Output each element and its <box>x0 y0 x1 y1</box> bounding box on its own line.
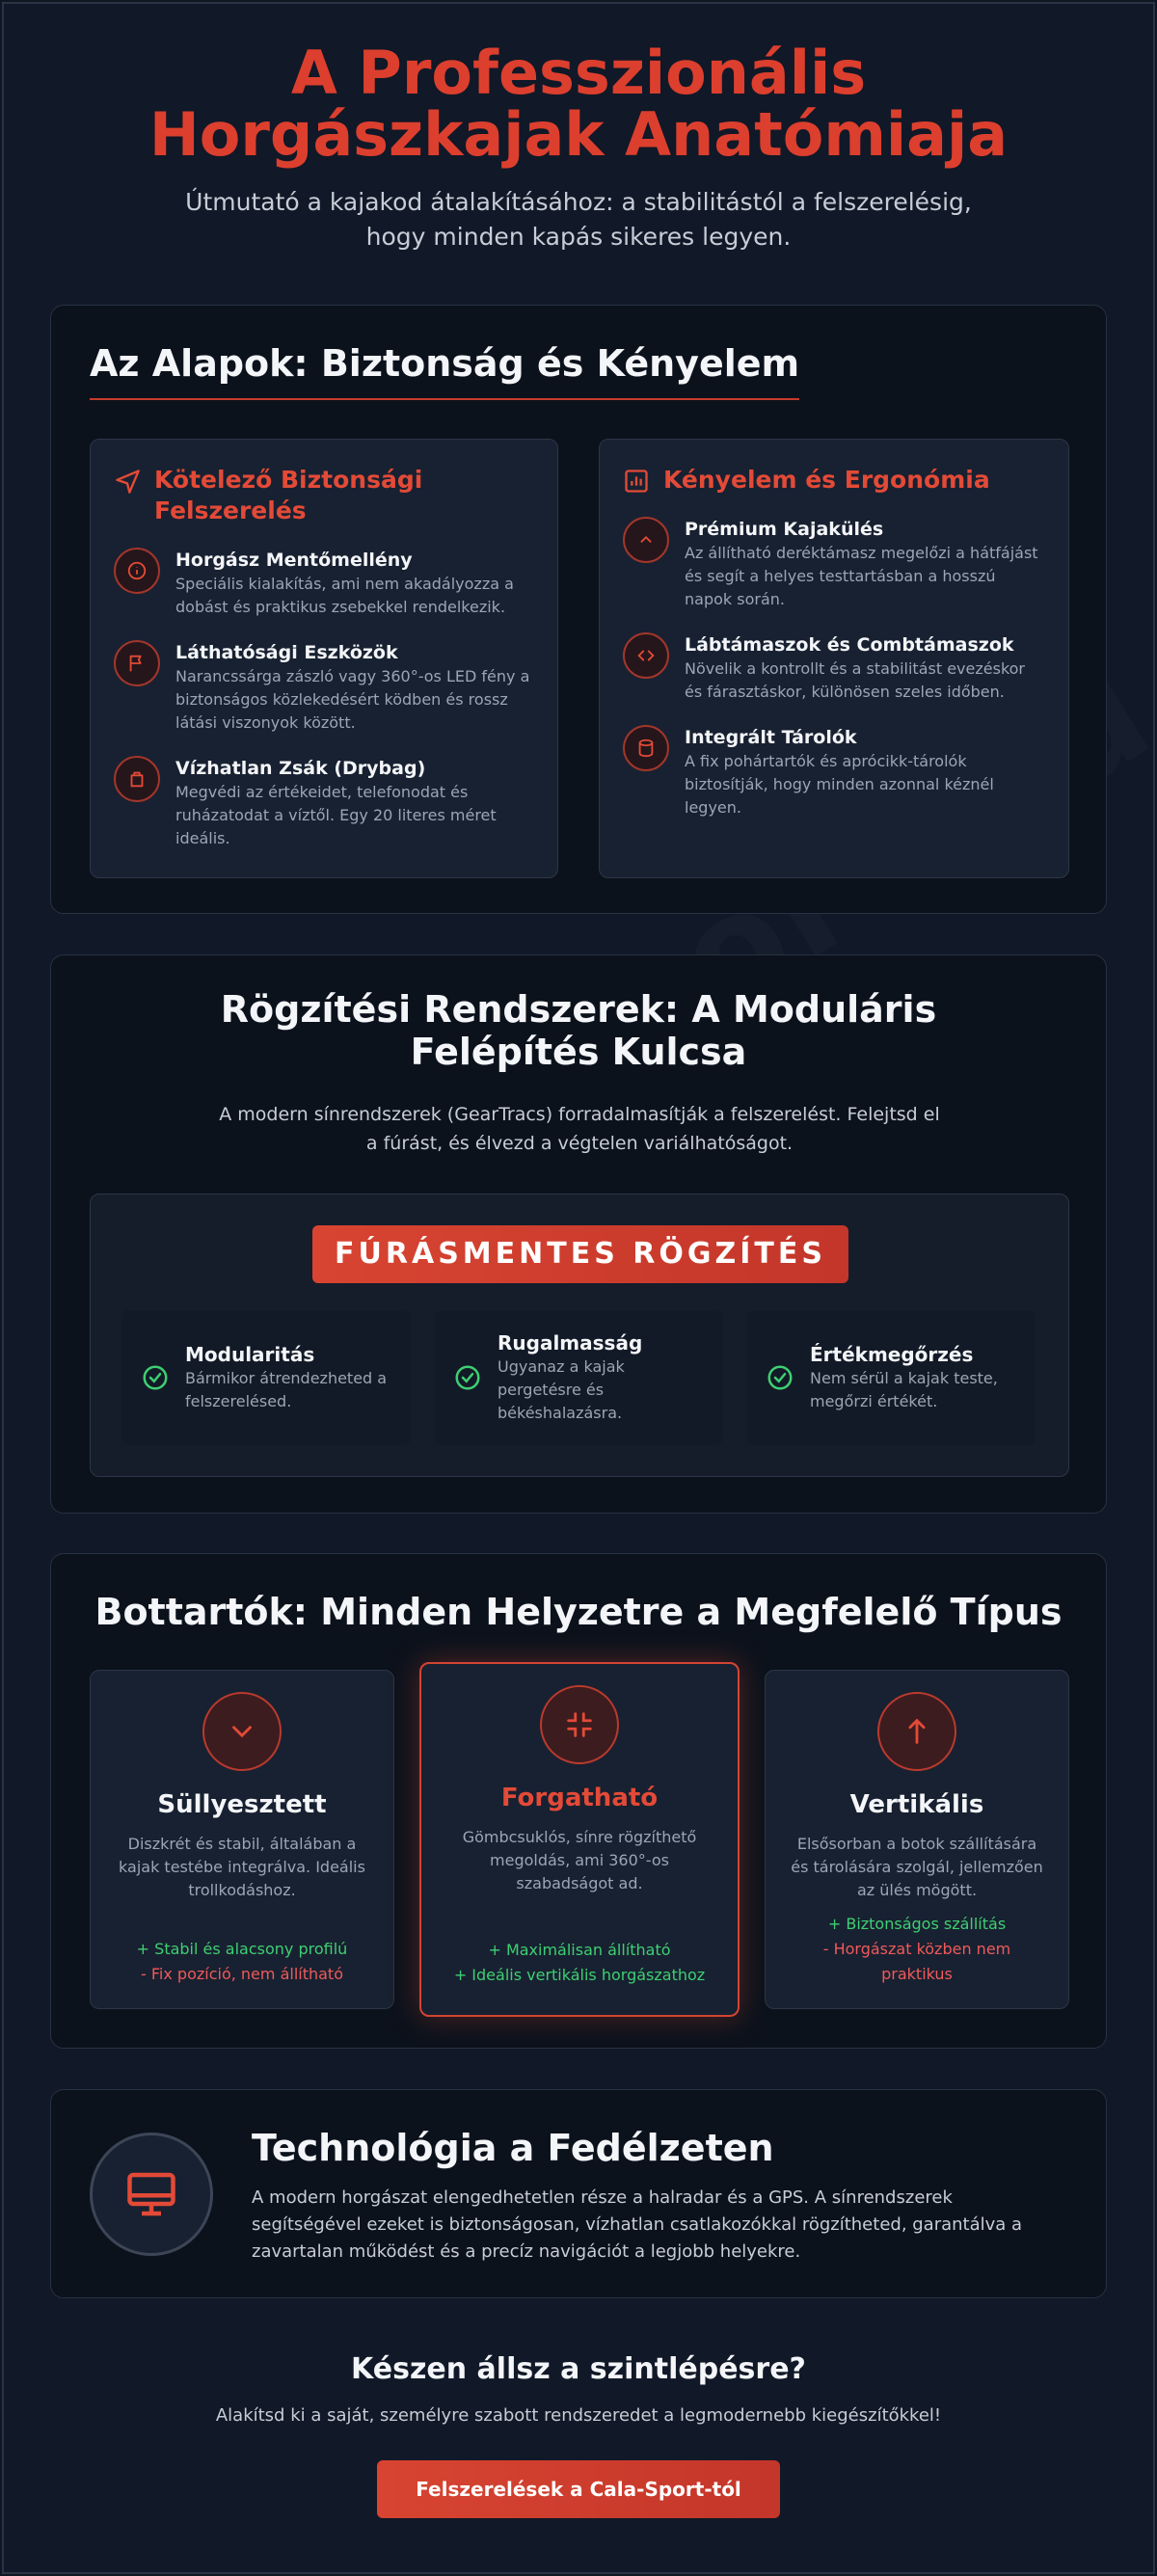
holder-name: Vertikális <box>849 1790 984 1819</box>
flag-icon <box>114 640 160 686</box>
tech-title: Technológia a Fedélzeten <box>252 2127 774 2169</box>
safety-item-desc: Narancssárga zászló vagy 360°-os LED fény a biztonságos közlekedésért ködben és rossz látási viszonyok között. <box>175 667 530 732</box>
holder-card-vertical <box>765 1670 1069 2009</box>
bag-icon <box>114 756 160 802</box>
rail-feature-title: Értékmegőrzés <box>810 1343 974 1366</box>
info-icon <box>114 548 160 594</box>
minimize-icon <box>540 1685 619 1764</box>
database-icon <box>623 725 669 771</box>
safety-card <box>90 439 558 878</box>
page-title: A Professzionális Horgászkajak Anatómiaja <box>148 38 1009 170</box>
comfort-item <box>623 725 1047 819</box>
safety-item <box>114 640 532 735</box>
cta-title: Készen állsz a szintlépésre? <box>351 2352 806 2386</box>
chevron-down-icon <box>202 1692 282 1771</box>
holder-desc: Gömbcsuklós, sínre rögzíthető megoldás, ami 360°-os szabadságot ad. <box>462 1828 697 1892</box>
rails-desc: A modern sínrendszerek (GearTracs) forradalmasítják a felszerelést. Felejtsd el a fúrást, és élvezd a végtelen variálhatóságot. <box>219 1104 940 1154</box>
comfort-item-title: Lábtámaszok és Combtámaszok <box>685 634 1014 656</box>
shop-button[interactable]: Felszerelések a Cala-Sport-tól <box>377 2460 780 2518</box>
holder-pros-cons <box>91 1937 393 1987</box>
holder-name: Forgatható <box>500 1784 659 1812</box>
comfort-item <box>623 517 1047 611</box>
holder-pro: + Biztonságos szállítás <box>827 1915 1007 1933</box>
tech-desc: A modern horgászat elengedhetetlen része a halradar és a GPS. A sínrendszerek segítségével ezeket is biztonságosan, vízhatlan csatlakozókkal rögzítheted, garantálva a zavartalan működést és a precíz navigációt a legjobb helyekre. <box>252 2187 1023 2262</box>
rail-feature <box>746 1310 1036 1445</box>
basics-section <box>50 305 1107 914</box>
hero <box>0 38 1157 255</box>
rail-feature <box>434 1310 723 1445</box>
chevron-up-icon <box>623 517 669 563</box>
arrow-up-icon <box>877 1692 956 1771</box>
safety-item <box>114 756 532 850</box>
safety-item <box>114 548 532 619</box>
rail-feature <box>121 1310 411 1445</box>
rails-feature-box <box>90 1194 1069 1477</box>
safety-item-title: Horgász Mentőmellény <box>175 550 413 571</box>
page-subtitle: Útmutató a kajakod átalakításához: a stabilitástól a felszerelésig, hogy minden kapás sikeres legyen. <box>185 188 972 251</box>
holder-pros-cons <box>421 1938 738 1988</box>
holder-desc: Elsősorban a botok szállítására és tárolására szolgál, jellemzően az ülés mögött. <box>791 1835 1043 1899</box>
basics-title: Az Alapok: Biztonság és Kényelem <box>90 342 799 400</box>
monitor-icon <box>90 2133 213 2256</box>
tech-section <box>50 2089 1107 2298</box>
check-circle-icon <box>453 1363 482 1392</box>
holder-desc: Diszkrét és stabil, általában a kajak testébe integrálva. Ideális trollkodáshoz. <box>119 1835 365 1899</box>
rod-holders-title: Bottartók: Minden Helyzetre a Megfelelő Típus <box>94 1591 1063 1633</box>
rail-feature-title: Rugalmasság <box>498 1331 643 1355</box>
rail-feature-desc: Bármikor átrendezheted a felszerelésed. <box>185 1369 388 1410</box>
rail-feature-desc: Ugyanaz a kajak pergetésre és békéshalazásra. <box>498 1357 625 1422</box>
comfort-item-desc: Az állítható deréktámasz megelőzi a hátfájást és segít a helyes testtartásban a hosszú napok során. <box>685 544 1038 608</box>
cta-section <box>0 2352 1157 2518</box>
safety-card-header <box>114 465 482 526</box>
rail-feature-desc: Nem sérül a kajak teste, megőrzi értékét. <box>810 1369 998 1410</box>
bar-chart-icon <box>623 468 650 495</box>
map-pin-icon <box>114 468 141 495</box>
check-circle-icon <box>141 1363 170 1392</box>
holder-card-swivel <box>419 1662 740 2017</box>
safety-item-desc: Megvédi az értékeidet, telefonodat és ruházatodat a víztől. Egy 20 literes méret ideális. <box>175 783 497 847</box>
holder-pro: + Ideális vertikális horgászathoz <box>453 1966 706 1984</box>
comfort-item <box>623 632 1047 704</box>
holder-pro: + Stabil és alacsony profilú <box>136 1940 348 1958</box>
comfort-item-title: Prémium Kajakülés <box>685 519 884 540</box>
rails-section <box>50 954 1107 1514</box>
comfort-card-heading: Kényelem és Ergonómia <box>663 466 990 494</box>
holder-card-flush <box>90 1670 394 2009</box>
rail-feature-title: Modularitás <box>185 1343 315 1366</box>
safety-item-title: Láthatósági Eszközök <box>175 642 398 663</box>
comfort-item-title: Integrált Tárolók <box>685 727 857 748</box>
comfort-card-header <box>623 465 991 496</box>
holder-con: - Horgászat közben nem praktikus <box>822 1940 1011 1983</box>
cta-subtitle: Alakítsd ki a saját, személyre szabott rendszeredet a legmodernebb kiegészítőkkel! <box>215 2405 942 2426</box>
holder-name: Süllyesztett <box>157 1790 327 1819</box>
code-icon <box>623 632 669 679</box>
comfort-card <box>599 439 1069 878</box>
check-circle-icon <box>766 1363 794 1392</box>
safety-item-desc: Speciális kialakítás, ami nem akadályozza a dobást és praktikus zsebekkel rendelkezik. <box>175 575 514 616</box>
rod-holders-section <box>50 1553 1107 2049</box>
safety-card-heading: Kötelező Biztonsági Felszerelés <box>154 466 423 524</box>
holder-pros-cons <box>766 1912 1068 1987</box>
comfort-item-desc: Növelik a kontrollt és a stabilitást evezéskor és fárasztáskor, különösen szeles időben. <box>685 659 1025 701</box>
comfort-item-desc: A fix pohártartók és aprócikk-tárolók biztosítják, hogy minden azonnal kéznél legyen. <box>685 752 994 817</box>
holder-con: - Fix pozíció, nem állítható <box>141 1965 343 1983</box>
holder-pro: + Maximálisan állítható <box>488 1941 671 1959</box>
safety-item-title: Vízhatlan Zsák (Drybag) <box>175 758 426 779</box>
rails-title: Rögzítési Rendszerek: A Moduláris Felépítés Kulcsa <box>220 988 937 1073</box>
drill-free-badge: FÚRÁSMENTES RÖGZÍTÉS <box>312 1225 848 1283</box>
